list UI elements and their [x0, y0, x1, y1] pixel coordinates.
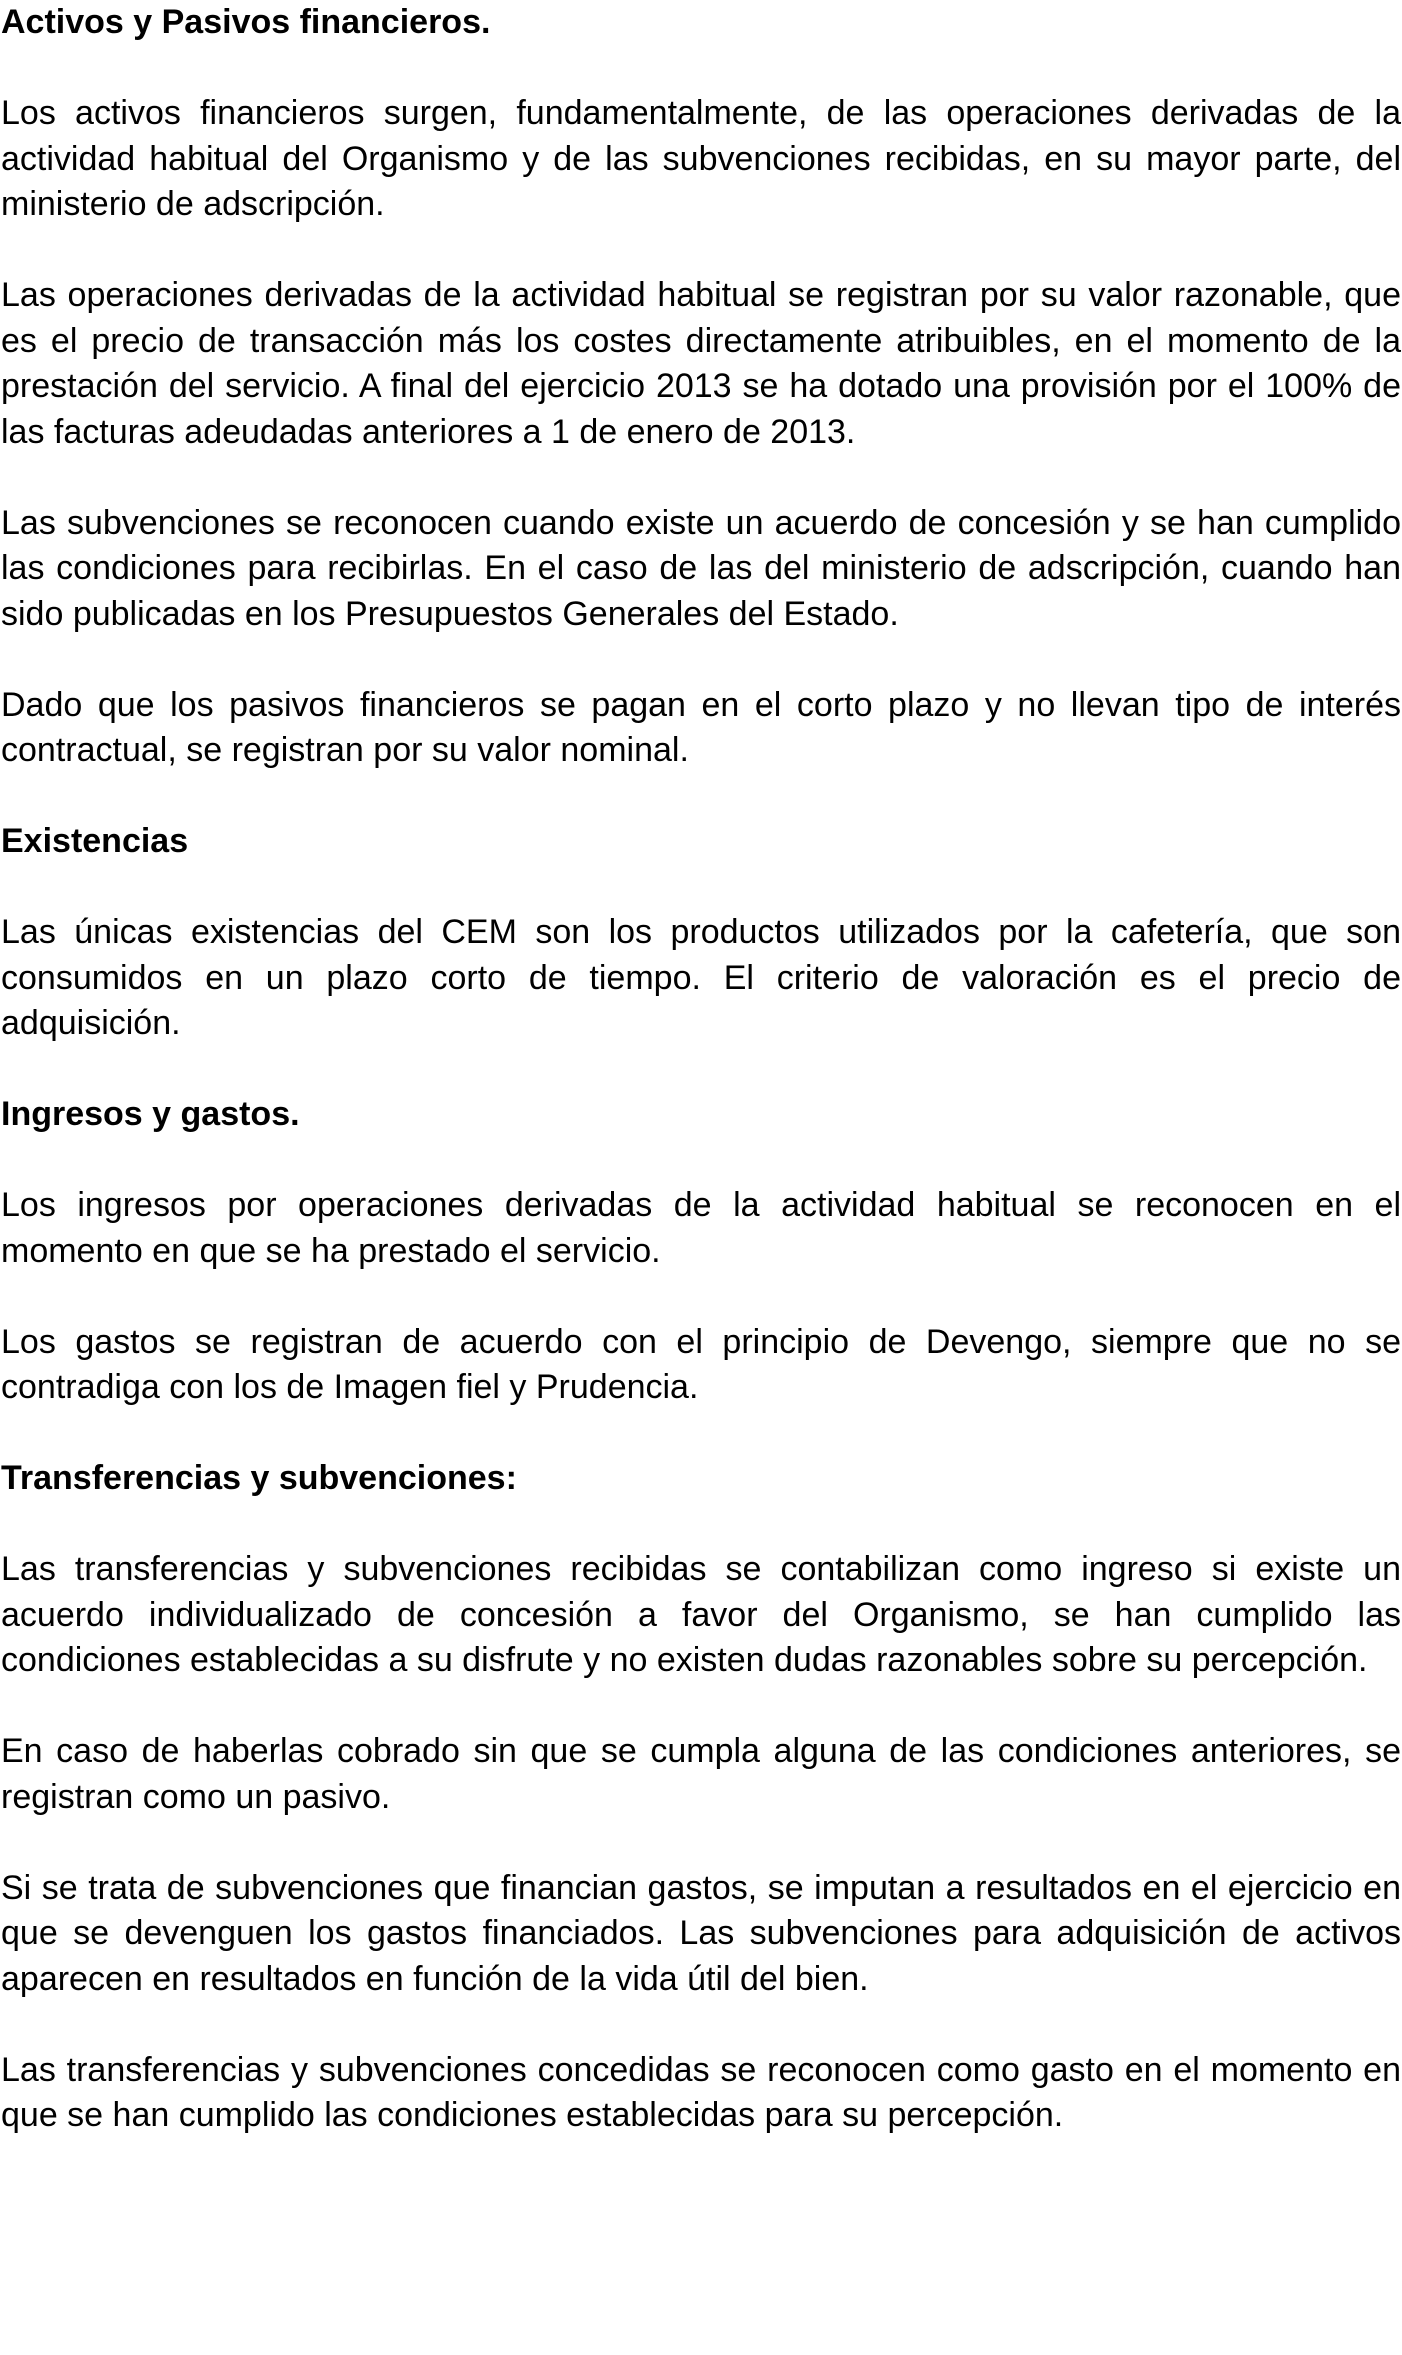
- heading-transferencias-subvenciones: Transferencias y subvenciones:: [1, 1459, 517, 1497]
- paragraph: En caso de haberlas cobrado sin que se cumpla alguna de las condiciones anteriores, se registran como un pasivo.: [1, 1732, 1401, 1816]
- heading-activos-pasivos: Activos y Pasivos financieros.: [1, 3, 491, 41]
- paragraph: Los gastos se registran de acuerdo con el principio de Devengo, siempre que no se contradiga con los de Imagen fiel y Prudencia.: [1, 1322, 1401, 1406]
- heading-existencias: Existencias: [1, 822, 189, 860]
- paragraph: Dado que los pasivos financieros se pagan en el corto plazo y no llevan tipo de interés contractual, se registran por su valor nominal.: [1, 685, 1401, 769]
- paragraph: Las transferencias y subvenciones concedidas se reconocen como gasto en el momento en que se han cumplido las condiciones establecidas para su percepción.: [1, 2050, 1401, 2134]
- paragraph: Las únicas existencias del CEM son los productos utilizados por la cafetería, que son consumidos en un plazo corto de tiempo. El criterio de valoración es el precio de adquisición.: [1, 913, 1401, 1042]
- heading-ingresos-gastos: Ingresos y gastos.: [1, 1095, 300, 1133]
- paragraph: Las transferencias y subvenciones recibidas se contabilizan como ingreso si existe un acuerdo individualizado de concesión a favor del Organismo, se han cumplido las condiciones establecidas a su disfrute y no existen dudas razonables sobre su percepción.: [1, 1550, 1401, 1679]
- paragraph: Las subvenciones se reconocen cuando existe un acuerdo de concesión y se han cumplido las condiciones para recibirlas. En el caso de las del ministerio de adscripción, cuando han sido publicadas en los Presupuestos Generales del Estado.: [1, 503, 1401, 633]
- paragraph: Los activos financieros surgen, fundamentalmente, de las operaciones derivadas de la actividad habitual del Organismo y de las subvenciones recibidas, en su mayor parte, del ministerio de adscripción.: [1, 94, 1401, 223]
- document-body: [1, 0, 1401, 2139]
- paragraph: Si se trata de subvenciones que financian gastos, se imputan a resultados en el ejercicio en que se devenguen los gastos financiados. Las subvenciones para adquisición de activos aparecen en resultados en función de la vida útil del bien.: [1, 1868, 1401, 1998]
- paragraph: Las operaciones derivadas de la actividad habitual se registran por su valor razonable, que es el precio de transacción más los costes directamente atribuibles, en el momento de la prestación del servicio. A final del ejercicio 2013 se ha dotado una provisión por el 100% de las facturas adeudadas anteriores a 1 de enero de 2013.: [1, 276, 1401, 451]
- paragraph: Los ingresos por operaciones derivadas de la actividad habitual se reconocen en el momento en que se ha prestado el servicio.: [1, 1186, 1401, 1270]
